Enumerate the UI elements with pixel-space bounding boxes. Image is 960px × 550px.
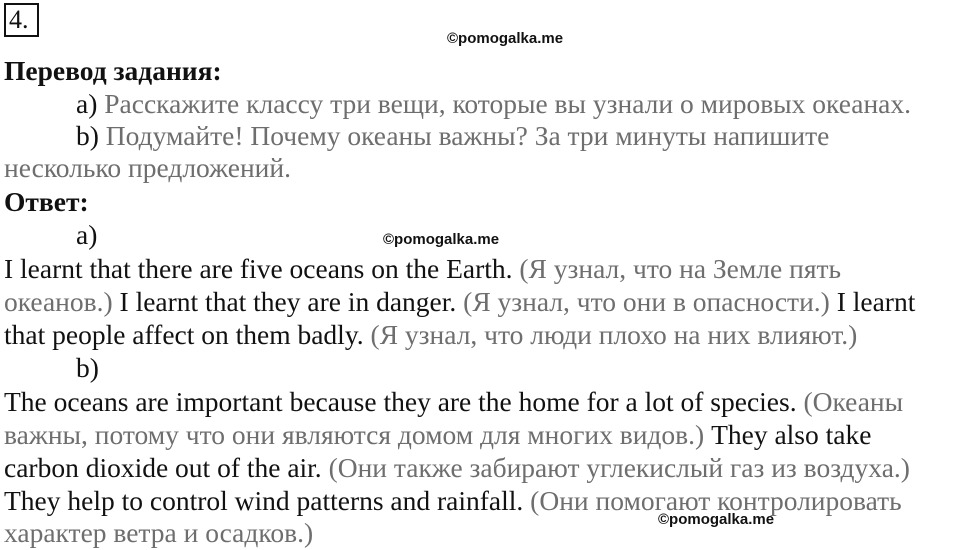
task-number: 4. [4, 3, 39, 37]
translation-b-marker: b) [76, 120, 99, 151]
answer-b-en-2: They also take [711, 419, 872, 450]
answer-b-marker: b) [76, 352, 99, 383]
answer-b-line-4 [4, 485, 902, 517]
answer-b-ru-1: (Океаны [803, 386, 904, 417]
answer-a-en-2: I learnt that they are in danger. [119, 286, 457, 317]
answer-b-line-1 [4, 386, 903, 418]
answer-a-en-1: I learnt that there are five oceans on the Earth. [4, 253, 513, 284]
answer-b-ru-1-cont: важны, потому что они являются домом для многих видов.) [4, 419, 705, 450]
answer-b-line-3 [4, 452, 910, 484]
answer-a-en-3: that people affect on them badly. [4, 319, 364, 350]
answer-a-ru-1-cont: океанов.) [4, 286, 113, 317]
answer-b-ru-4: (Они помогают контролировать [530, 485, 902, 516]
watermark-bottom: ©pomogalka.me [658, 511, 775, 528]
answer-b-line-2 [4, 419, 871, 451]
answer-a-ru-1: (Я узнал, что на Земле пять [519, 253, 842, 284]
answer-b-en-1: The oceans are important because they are the home for a lot of species. [4, 386, 797, 417]
answer-a-ru-2: (Я узнал, что они в опасности.) [463, 286, 830, 317]
answer-a-ru-3: (Я узнал, что люди плохо на них влияют.) [370, 319, 858, 350]
translation-heading: Перевод задания: [4, 55, 222, 86]
answer-b-ru-4-cont: характер ветра и осадков.) [4, 517, 314, 548]
translation-b-text: Подумайте! Почему океаны важны? За три минуты напишите [105, 120, 830, 151]
translation-a-marker: a) [76, 88, 98, 119]
translation-b-text-cont: несколько предложений. [4, 152, 291, 183]
answer-b-en-3: carbon dioxide out of the air. [4, 452, 322, 483]
watermark-middle: ©pomogalka.me [383, 231, 500, 248]
answer-a-marker: a) [76, 219, 98, 250]
watermark-top: ©pomogalka.me [447, 30, 564, 47]
answer-a-en-3-start: I learnt [836, 286, 916, 317]
answer-a-line-1 [4, 253, 841, 285]
translation-item-b [76, 120, 829, 152]
answer-a-line-3 [4, 319, 857, 351]
answer-heading: Ответ: [4, 186, 89, 217]
answer-b-en-4: They help to control wind patterns and rainfall. [4, 485, 524, 516]
translation-a-text: Расскажите классу три вещи, которые вы узнали о мировых океанах. [104, 88, 912, 119]
answer-a-line-2 [4, 286, 915, 318]
translation-item-a [76, 88, 911, 120]
answer-b-ru-3: (Они также забирают углекислый газ из воздуха.) [328, 452, 910, 483]
